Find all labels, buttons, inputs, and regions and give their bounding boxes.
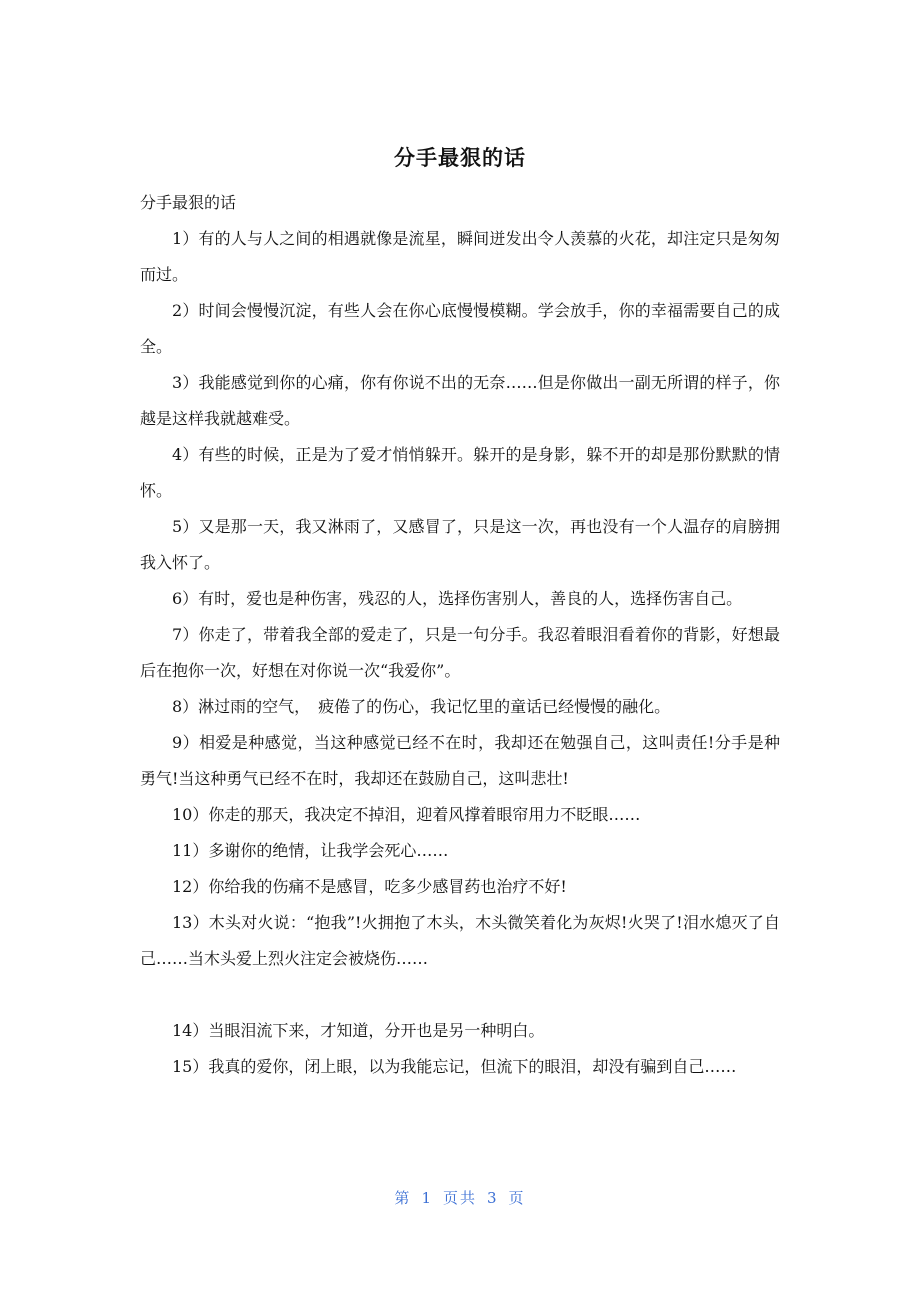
paragraph-15: 15）我真的爱你，闭上眼，以为我能忘记，但流下的眼泪，却没有骗到自己…… bbox=[172, 1057, 737, 1076]
paragraph-11: 11）多谢你的绝情，让我学会死心…… bbox=[172, 841, 449, 860]
paragraph-6: 6）有时，爱也是种伤害，残忍的人，选择伤害别人，善良的人，选择伤害自己。 bbox=[172, 589, 743, 608]
footer-label-of: 页共 bbox=[442, 1189, 477, 1207]
page-title: 分手最狠的话 bbox=[394, 146, 526, 170]
paragraph-10: 10）你走的那天，我决定不掉泪，迎着风撑着眼帘用力不眨眼…… bbox=[172, 805, 641, 824]
paragraph-2: 2）时间会慢慢沉淀，有些人会在你心底慢慢模糊。学会放手，你的幸福需要自己的成全。 bbox=[140, 301, 780, 356]
paragraph-5: 5）又是那一天，我又淋雨了，又感冒了，只是这一次，再也没有一个人温存的肩膀拥我入怀了。 bbox=[140, 517, 780, 572]
paragraph-14: 14）当眼泪流下来，才知道，分开也是另一种明白。 bbox=[172, 1021, 545, 1040]
paragraph-12: 12）你给我的伤痛不是感冒，吃多少感冒药也治疗不好! bbox=[172, 877, 567, 896]
page-footer bbox=[0, 1184, 920, 1212]
footer-label-pages: 页 bbox=[508, 1189, 526, 1207]
document-subtitle: 分手最狠的话 bbox=[140, 193, 237, 212]
document-body bbox=[140, 185, 780, 1085]
footer-current-page: 1 bbox=[421, 1189, 433, 1207]
paragraph-1: 1）有的人与人之间的相遇就像是流星，瞬间迸发出令人羡慕的火花，却注定只是匆匆而过。 bbox=[140, 229, 780, 284]
paragraph-13: 13）木头对火说：“抱我”!火拥抱了木头，木头微笑着化为灰烬!火哭了!泪水熄灭了自己……当木头爱上烈火注定会被烧伤…… bbox=[140, 913, 780, 968]
paragraph-4: 4）有些的时候，正是为了爱才悄悄躲开。躲开的是身影，躲不开的却是那份默默的情怀。 bbox=[140, 445, 780, 500]
paragraph-9: 9）相爱是种感觉，当这种感觉已经不在时，我却还在勉强自己，这叫责任!分手是种勇气!当这种勇气已经不在时，我却还在鼓励自己，这叫悲壮! bbox=[140, 733, 780, 788]
paragraph-3: 3）我能感觉到你的心痛，你有你说不出的无奈……但是你做出一副无所谓的样子，你越是这样我就越难受。 bbox=[140, 373, 780, 428]
footer-total-pages: 3 bbox=[487, 1189, 499, 1207]
footer-label-page: 第 bbox=[394, 1189, 412, 1207]
paragraph-8: 8）淋过雨的空气， 疲倦了的伤心，我记忆里的童话已经慢慢的融化。 bbox=[172, 697, 671, 716]
paragraph-7: 7）你走了，带着我全部的爱走了，只是一句分手。我忍着眼泪看着你的背影，好想最后在抱你一次，好想在对你说一次“我爱你”。 bbox=[140, 625, 780, 680]
